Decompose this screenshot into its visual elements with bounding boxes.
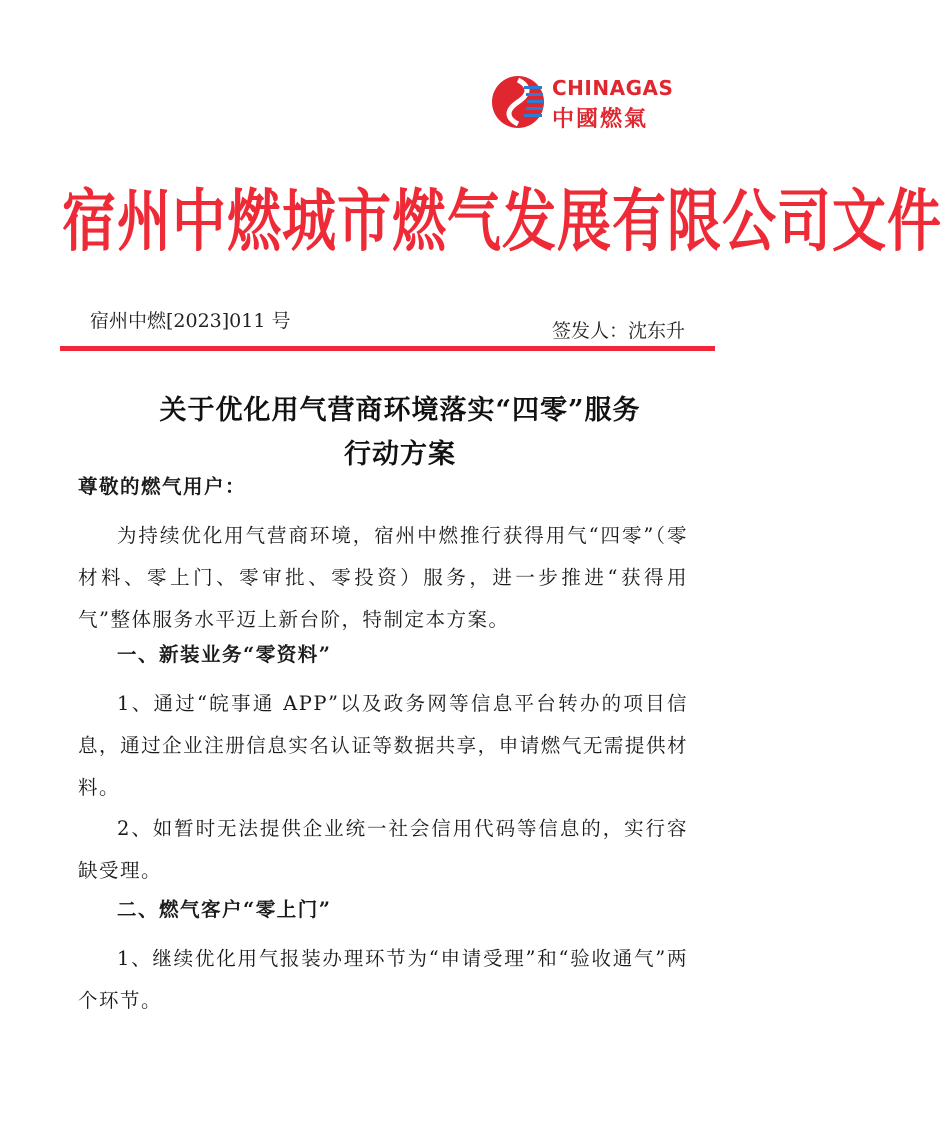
issuer-heading: 宿州中燃城市燃气发展有限公司文件 xyxy=(62,181,942,261)
section-2-heading: 二、燃气客户“零上门” xyxy=(117,898,332,921)
chinagas-logo-icon xyxy=(490,72,546,132)
signer-line: 签发人：沈东升 xyxy=(552,320,686,342)
section-1-item-2: 2、如暂时无法提供企业统一社会信用代码等信息的，实行容缺受理。 xyxy=(78,817,688,882)
section-1-heading: 一、新装业务“零资料” xyxy=(117,643,332,666)
chinagas-logo xyxy=(490,72,700,132)
document-title-line-1: 关于优化用气营商环境落实“四零”服务 xyxy=(159,395,641,426)
section-2-item-1: 1、继续优化用气报装办理环节为“申请受理”和“验收通气”两个环节。 xyxy=(78,947,688,1012)
salutation: 尊敬的燃气用户： xyxy=(78,475,247,498)
document-number: 宿州中燃[2023]011 号 xyxy=(90,310,291,332)
logo-chinese-text: 中國燃氣 xyxy=(552,107,649,132)
document-title-line-2: 行动方案 xyxy=(344,439,456,470)
section-1-item-1: 1、通过“皖事通 APP”以及政务网等信息平台转办的项目信息，通过企业注册信息实名认证等数据共享，申请燃气无需提供材料。 xyxy=(78,692,688,799)
logo-english-text: CHINAGAS xyxy=(552,76,674,100)
red-separator-line xyxy=(60,346,715,351)
intro-paragraph: 为持续优化用气营商环境，宿州中燃推行获得用气“四零”（零材料、零上门、零审批、零投资）服务，进一步推进“获得用气”整体服务水平迈上新台阶，特制定本方案。 xyxy=(78,524,688,631)
